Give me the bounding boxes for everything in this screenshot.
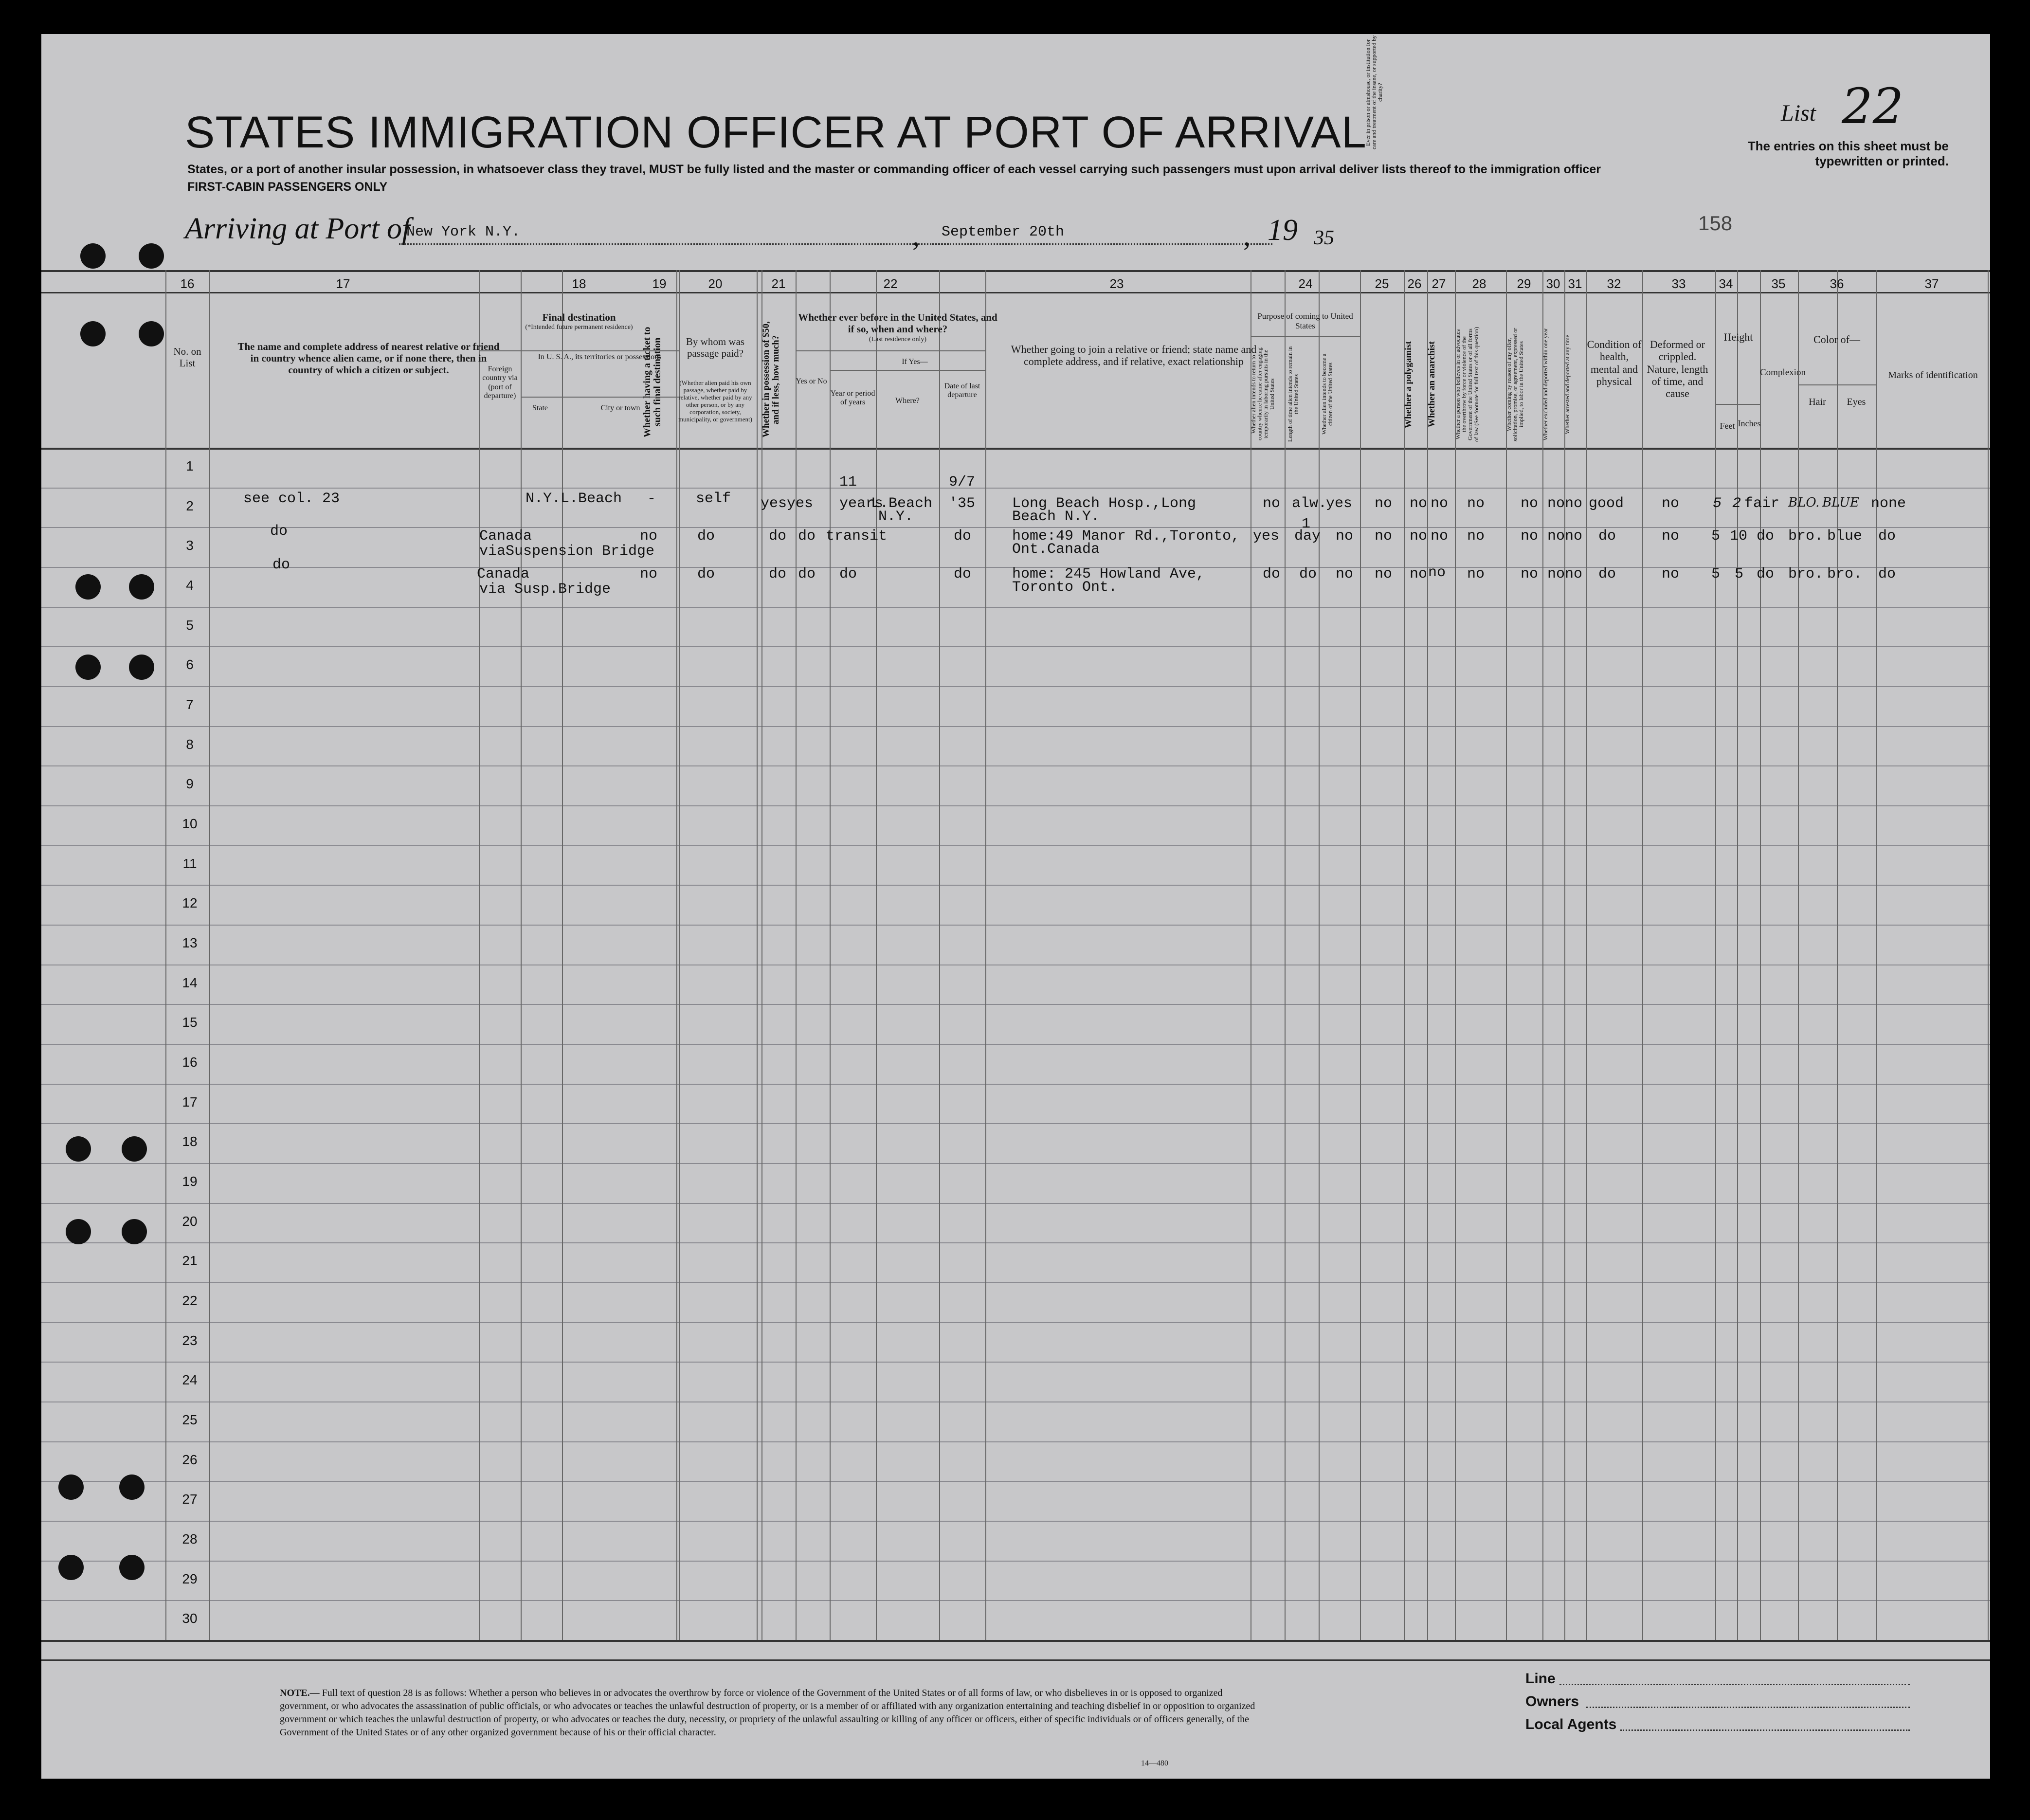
r3-24b: do bbox=[1299, 566, 1317, 582]
row-number: 24 bbox=[182, 1372, 198, 1388]
column-number: 28 bbox=[1472, 276, 1486, 291]
col-header-in-usa: In U. S. A., its territories or possessions bbox=[538, 353, 662, 361]
row-line bbox=[41, 686, 1990, 687]
row-line bbox=[41, 607, 1990, 608]
r1-inches: 2 bbox=[1732, 495, 1741, 512]
r1-marks: none bbox=[1871, 495, 1906, 512]
column-number: 22 bbox=[883, 276, 898, 291]
col-header-height: Height bbox=[1723, 331, 1753, 343]
r3-dest-l2: via Susp.Bridge bbox=[479, 581, 611, 598]
row-number: 3 bbox=[186, 538, 194, 553]
r3-period: do bbox=[839, 566, 857, 582]
col-header-no-on-list: No. on List bbox=[173, 346, 201, 369]
page-stamp: 158 bbox=[1698, 212, 1733, 235]
row-line bbox=[41, 488, 1990, 489]
row-line bbox=[41, 1203, 1990, 1204]
col-header-by-whom-paid: By whom was passage paid? bbox=[686, 336, 745, 360]
column-number: 32 bbox=[1607, 276, 1621, 291]
r1-joining-l2: Beach N.Y. bbox=[1012, 509, 1100, 525]
col-header-last-residence: (Last residence only) bbox=[869, 336, 927, 343]
column-number: 33 bbox=[1671, 276, 1686, 291]
subheader-line bbox=[1251, 336, 1360, 337]
column-line bbox=[1455, 270, 1456, 1640]
r3-24a: do bbox=[1263, 566, 1281, 582]
row-number: 11 bbox=[182, 855, 197, 871]
row-line bbox=[41, 765, 1990, 766]
r2-24a: yes bbox=[1253, 528, 1280, 545]
col-header-27: Whether an anarchist bbox=[1427, 341, 1437, 428]
r2-money: do bbox=[769, 528, 787, 545]
row-line bbox=[41, 1600, 1990, 1601]
row-line bbox=[41, 1441, 1990, 1442]
row-line bbox=[41, 1282, 1990, 1283]
row-line bbox=[41, 925, 1990, 926]
r1-26: no bbox=[1410, 495, 1428, 512]
r2-marks: do bbox=[1878, 528, 1896, 545]
r3-marks: do bbox=[1878, 566, 1896, 582]
r3-30-31: nono bbox=[1547, 566, 1583, 582]
punch-hole bbox=[80, 321, 106, 346]
r3-health: do bbox=[1598, 566, 1616, 582]
column-number: 36 bbox=[1830, 276, 1844, 291]
r3-29: no bbox=[1521, 566, 1539, 582]
r2-paid: do bbox=[697, 528, 715, 545]
col-header-possession-50: Whether in possession of $50, and if less, how much? bbox=[761, 321, 781, 438]
column-number: 24 bbox=[1298, 276, 1313, 291]
col-header-if-yes: If Yes— bbox=[902, 358, 928, 366]
col-header-eyes: Eyes bbox=[1847, 397, 1866, 407]
row-line bbox=[41, 845, 1990, 846]
r1-paid: self bbox=[696, 491, 731, 507]
col-header-24a: Whether alien intends to return to country whence he came after engaging temporarily in laboring pursuits in the United States bbox=[1250, 347, 1275, 441]
row-number: 2 bbox=[186, 498, 194, 513]
r2-health: do bbox=[1598, 528, 1616, 545]
page-title: STATES IMMIGRATION OFFICER AT PORT OF ARRIVAL bbox=[185, 108, 1367, 157]
year-value: 35 bbox=[1314, 227, 1334, 249]
row-number: 21 bbox=[182, 1253, 198, 1269]
col-header-hair: Hair bbox=[1809, 397, 1826, 407]
punch-hole bbox=[75, 574, 101, 600]
r1-feet: 5 bbox=[1713, 495, 1722, 512]
column-line bbox=[165, 270, 166, 1640]
r1-24b: alw. bbox=[1292, 495, 1327, 512]
r1-health: good bbox=[1589, 495, 1624, 512]
col-header-final-destination: Final destination bbox=[542, 311, 616, 323]
r2-24c: no bbox=[1336, 528, 1354, 545]
column-line bbox=[1506, 270, 1507, 1640]
col-header-deformed: Deformed or crippled. Nature, length of time, and cause bbox=[1647, 338, 1708, 400]
column-number: 19 bbox=[652, 276, 667, 291]
col-header-purpose: Purpose of coming to United States bbox=[1257, 311, 1353, 330]
column-line bbox=[1760, 270, 1761, 1640]
row-line bbox=[41, 1521, 1990, 1522]
col-header-24b: Length of time alien intends to remain in the United States bbox=[1287, 346, 1300, 442]
punch-hole bbox=[129, 574, 154, 600]
column-line bbox=[479, 270, 480, 1640]
port-value: New York N.Y. bbox=[406, 224, 521, 240]
row-line bbox=[41, 646, 1990, 647]
punch-hole bbox=[80, 243, 106, 269]
r2-30-31: nono bbox=[1547, 528, 1583, 545]
r1-relative: see col. 23 bbox=[243, 491, 340, 507]
row-line bbox=[41, 1401, 1990, 1402]
col-header-yes-or-no: Yes or No bbox=[796, 377, 827, 385]
r2-date: do bbox=[954, 528, 972, 545]
subtitle-line-2: FIRST-CABIN PASSENGERS ONLY bbox=[187, 180, 388, 194]
col-header-by-whom-paid-sub: (Whether alien paid his own passage, whether paid by relative, whether paid by any other person, or by any corporation, society, municipality, or government) bbox=[678, 379, 752, 423]
row-number: 13 bbox=[182, 935, 198, 950]
r2-24b-l2: day bbox=[1294, 528, 1321, 545]
row-number: 25 bbox=[182, 1412, 198, 1427]
col-header-ticket: Whether having a ticket to such final destination bbox=[642, 327, 663, 437]
col-header-26: Whether a polygamist bbox=[1403, 341, 1414, 428]
subheader-line bbox=[521, 397, 679, 398]
r3-deformed: no bbox=[1662, 566, 1680, 582]
column-line bbox=[1542, 270, 1543, 1640]
manifest-sheet: STATES IMMIGRATION OFFICER AT PORT OF ARRIVAL States, or a port of another insular possession, in whatsoever class they travel, MUST be fully listed and the master or commanding officer of each vessel carrying such passengers must upon arrival deliver lists thereof to the immigration officer FIRST-CABIN PASSENGERS ONLY List 22 The entries on this sheet must be typewritten or printed. 158 Arriving at Port of New York N.Y. , September 20th , 19 35 16 17 18 19 20 21 22 23 24 25 26 27 28 29 30 31 32 33 34 35 36 37 No. on List The name and complete address of nearest relative or friend in country whence alien came, or if none there, then in country of which a citizen or subject. Final destination (*Intended future permanent residence) In U. S. A., its territories or possessions Foreign country via (port of departure) State City or town Whether having a ticket to such final destination By whom was passage paid? (Whether alien paid his own passage, whether paid by relative, whether paid by any other person, or by any corporation, society, municipality, or government) Whether in possession of $50, and if less, how much? Whether ever before in the United States, and if so, when and where? (Last residence only) Yes or No If Yes— Year or period of years Where? Date of last departure Whether going to join a relative or friend; state name and complete address, and if relative, exact relationship Purpose of coming to United States Whether alien intends to return to country whence he came after engaging temporarily in laboring pursuits in the United States Length of time alien intends to remain in the United States Whether alien intends to become a citizen of the United States Ever in prison or almshouse, or institution for care and treatment of the insane, or supported by charity? Whether a polygamist Whether an anarchist Whether a person who believes in or advocates the overthrow by force or violence of the Government of the United States or of all forms of law (See footnote for full text of this question) Whether coming by reason of any offer, solicitation, promise, or agreement, expressed or implied, to labor in the United States Whether excluded and deported within one year Whether arrested and deported at any time Condition of health, mental and physical Deformed or crippled. Nature, length of time, and cause Height Feet Inches Complexion Color of— Hair Eyes Marks of identification 1 2 3 4 5 6 7 8 9 10 11 12 13 14 15 16 17 18 19 20 21 22 23 24 25 26 27 28 29 30 see col. 23 do do N.Y.L.Beach Canada viaSuspension Bridge Canada via Susp.Bridge - no no self do do yesyes do do do do 11 years transit do L.Beach N.Y. 9/7 '35 do do Long Beach Hosp.,Long Beach N.Y. home:49 Manor Rd.,Toronto, Ont.Canada home: 245 Howland Ave, Toronto Ont. no alw. yes yes 1 day no do do no no no no no no nono no no no no no nono no no no no no nono good do do no no no 5 2 fair BLO. BLUE none 5 10 do bro. blue do 5 5 do bro. bro. do NOTE.— Full text of question 28 is as follows: Whether a person who believes in or advocates the overthrow by force or violence of the Government of the United States or of all forms of law, or who disbelieves in or is opposed to organized government, or who advocates the assassination of public officials, or who advocates or teaches the unlawful destruction of property, or is a member of or affiliated with any organization entertaining and teaching disbelief in or opposition to organized government or which teaches the unlawful destruction of property, or who advocates or teaches the duty, necessity, or propriety of the unlawful assaulting or killing of any officer or officers, either of specific individuals or of officers generally, of the Government of the United States or of any other organized government because of his or their official character. 14—480 Line Owners Local Agents bbox=[41, 34, 1990, 1779]
punch-hole bbox=[119, 1474, 145, 1500]
r3-money: do bbox=[769, 566, 787, 582]
r3-24c: no bbox=[1336, 566, 1354, 582]
r1-24a: no bbox=[1263, 495, 1281, 512]
r1-28: no bbox=[1467, 495, 1485, 512]
r1-dest: N.Y.L.Beach bbox=[526, 491, 622, 507]
date-dotted-line bbox=[932, 243, 1272, 245]
row-number: 29 bbox=[182, 1571, 198, 1586]
column-number: 23 bbox=[1109, 276, 1124, 291]
punch-hole bbox=[75, 655, 101, 680]
r2-28: no bbox=[1467, 528, 1485, 545]
column-number: 34 bbox=[1719, 276, 1733, 291]
column-line bbox=[1285, 270, 1286, 1640]
column-line bbox=[1798, 270, 1799, 1640]
footnote bbox=[280, 1687, 1268, 1739]
r1-period-l2: years bbox=[839, 495, 884, 512]
r2-24b-l1: 1 bbox=[1302, 516, 1311, 532]
col-header-ever-before-in-us: Whether ever before in the United States, and if so, when and where? bbox=[798, 311, 997, 335]
r3-hair: bro. bbox=[1788, 566, 1824, 582]
r3-28: no bbox=[1467, 566, 1485, 582]
row-number: 10 bbox=[182, 816, 198, 831]
row-number: 12 bbox=[182, 895, 198, 911]
row-line bbox=[41, 1561, 1990, 1562]
column-line bbox=[1404, 270, 1405, 1640]
row-line bbox=[41, 1362, 1990, 1363]
row-number: 26 bbox=[182, 1452, 198, 1467]
col-header-marks: Marks of identification bbox=[1888, 370, 1978, 381]
r1-24c: yes bbox=[1326, 495, 1353, 512]
r3-complexion: do bbox=[1757, 566, 1775, 582]
r2-hair: bro. bbox=[1788, 528, 1824, 545]
column-number: 25 bbox=[1375, 276, 1389, 291]
r2-joining-l1: home:49 Manor Rd.,Toronto, bbox=[1012, 528, 1240, 545]
column-line bbox=[1737, 270, 1738, 1640]
r2-inches: 10 bbox=[1730, 528, 1748, 545]
r1-money-and-before: yesyes bbox=[761, 495, 814, 512]
column-line bbox=[676, 270, 677, 1640]
row-number: 16 bbox=[182, 1055, 198, 1070]
agents-label: Local Agents bbox=[1525, 1716, 1617, 1732]
r2-relative: do bbox=[270, 523, 288, 540]
column-line bbox=[761, 270, 762, 1640]
row-number: 30 bbox=[182, 1611, 198, 1626]
col-header-feet: Feet bbox=[1720, 421, 1735, 431]
column-number: 37 bbox=[1924, 276, 1939, 291]
r1-joining-l1: Long Beach Hosp.,Long bbox=[1012, 495, 1196, 512]
subheader-line bbox=[796, 350, 985, 351]
column-line bbox=[1427, 270, 1428, 1640]
col-header-city: City or town bbox=[600, 404, 640, 412]
row-number: 15 bbox=[182, 1015, 198, 1030]
col-header-30: Whether excluded and deported within one year bbox=[1542, 328, 1549, 441]
column-number: 16 bbox=[180, 276, 195, 291]
punch-hole bbox=[119, 1555, 145, 1580]
row-number: 28 bbox=[182, 1531, 198, 1547]
column-line bbox=[1837, 270, 1838, 1640]
agents-dotted-line bbox=[1620, 1729, 1910, 1731]
row-number: 7 bbox=[186, 697, 194, 712]
list-label: List bbox=[1781, 100, 1816, 126]
column-number: 35 bbox=[1771, 276, 1786, 291]
r1-ticket: - bbox=[647, 491, 656, 507]
col-header-complexion: Complexion bbox=[1760, 367, 1806, 378]
row-number: 6 bbox=[186, 657, 194, 673]
typewritten-note: The entries on this sheet must be typewritten or printed. bbox=[1747, 139, 1949, 169]
r2-joining-l2: Ont.Canada bbox=[1012, 541, 1100, 558]
row-number: 27 bbox=[182, 1492, 198, 1507]
row-line bbox=[41, 1322, 1990, 1323]
row-line bbox=[41, 885, 1990, 886]
column-line bbox=[1715, 270, 1716, 1640]
row-number: 18 bbox=[182, 1134, 198, 1149]
owners-label: Owners bbox=[1525, 1693, 1579, 1710]
column-number: 29 bbox=[1517, 276, 1531, 291]
r1-deformed: no bbox=[1662, 495, 1680, 512]
punch-hole bbox=[122, 1219, 147, 1244]
column-number: 31 bbox=[1568, 276, 1582, 291]
col-header-state: State bbox=[532, 404, 548, 412]
row-number: 17 bbox=[182, 1094, 198, 1110]
col-header-nearest-relative: The name and complete address of nearest relative or friend in country whence alien came, or if none there, then in country of which a citizen or subject. bbox=[237, 341, 500, 376]
subheader-line bbox=[830, 370, 985, 371]
row-number: 23 bbox=[182, 1332, 198, 1348]
line-dotted-line bbox=[1559, 1684, 1910, 1685]
subtitle-line-1: States, or a port of another insular possession, in whatsoever class they travel, MUST be fully listed and the master or commanding officer of each vessel carrying such passengers must upon arrival deliver lists thereof to the immigration officer bbox=[187, 163, 1601, 176]
r2-27: no bbox=[1431, 528, 1449, 545]
punch-hole bbox=[58, 1555, 84, 1580]
column-line bbox=[1876, 270, 1877, 1640]
form-number: 14—480 bbox=[1141, 1759, 1168, 1767]
row-number: 5 bbox=[186, 617, 194, 633]
column-number: 27 bbox=[1432, 276, 1446, 291]
row-line bbox=[41, 1163, 1990, 1164]
port-dotted-line bbox=[399, 243, 949, 245]
column-number: 21 bbox=[771, 276, 786, 291]
column-line bbox=[830, 270, 831, 1640]
row-number: 1 bbox=[186, 458, 194, 473]
r2-26: no bbox=[1410, 528, 1428, 545]
row-number: 22 bbox=[182, 1293, 198, 1308]
column-number: 17 bbox=[336, 276, 350, 291]
column-line bbox=[1642, 270, 1643, 1640]
punch-hole bbox=[66, 1219, 91, 1244]
row-number: 20 bbox=[182, 1213, 198, 1229]
r1-hair: BLO. bbox=[1788, 495, 1820, 510]
row-number: 8 bbox=[186, 736, 194, 752]
column-line bbox=[757, 270, 758, 1640]
row-number: 9 bbox=[186, 776, 194, 792]
column-line bbox=[209, 270, 210, 1640]
column-line bbox=[985, 270, 986, 1640]
col-header-joining-relative: Whether going to join a relative or friend; state name and complete address, and if relative, exact relationship bbox=[1011, 343, 1257, 368]
r2-feet: 5 bbox=[1711, 528, 1721, 545]
col-header-color-of: Color of— bbox=[1813, 333, 1860, 346]
column-number: 18 bbox=[572, 276, 586, 291]
column-number: 26 bbox=[1407, 276, 1422, 291]
date-value: September 20th bbox=[942, 224, 1065, 240]
punch-hole bbox=[139, 321, 164, 346]
row-number: 19 bbox=[182, 1174, 198, 1189]
r3-feet: 5 bbox=[1711, 566, 1721, 582]
col-header-year-period: Year or period of years bbox=[830, 389, 875, 407]
r3-ticket: no bbox=[640, 566, 658, 582]
r1-30-31: nono bbox=[1547, 495, 1583, 512]
r2-period: transit bbox=[826, 528, 888, 545]
r2-25: no bbox=[1375, 528, 1393, 545]
r3-26: no bbox=[1410, 566, 1428, 582]
r3-inches: 5 bbox=[1735, 566, 1744, 582]
r2-dest-l1: Canada bbox=[479, 528, 532, 545]
column-number: 30 bbox=[1546, 276, 1560, 291]
column-line bbox=[796, 270, 797, 1640]
r1-25: no bbox=[1375, 495, 1393, 512]
col-header-25: Ever in prison or almshouse, or institution for care and treatment of the insane, or supported by charity? bbox=[1364, 35, 1384, 150]
r2-before: do bbox=[798, 528, 816, 545]
year-prefix: 19 bbox=[1268, 214, 1298, 247]
r3-relative: do bbox=[272, 557, 290, 573]
r3-joining-l1: home: 245 Howland Ave, bbox=[1012, 566, 1205, 582]
r1-date-l2: '35 bbox=[949, 495, 976, 512]
column-line bbox=[562, 270, 563, 1640]
row-line bbox=[41, 1123, 1990, 1124]
col-header-inches: Inches bbox=[1738, 419, 1761, 428]
r1-date-l1: 9/7 bbox=[949, 474, 976, 491]
r1-27: no bbox=[1431, 495, 1449, 512]
row-line bbox=[41, 726, 1990, 727]
row-line bbox=[41, 1004, 1990, 1005]
r1-where-l2: N.Y. bbox=[878, 509, 914, 525]
r2-eyes: blue bbox=[1827, 528, 1863, 545]
row-line bbox=[41, 805, 1990, 806]
column-line bbox=[521, 270, 522, 1640]
row-line bbox=[41, 1242, 1990, 1243]
r2-dest-l2: viaSuspension Bridge bbox=[479, 543, 655, 560]
r2-deformed: no bbox=[1662, 528, 1680, 545]
row-number: 4 bbox=[186, 578, 194, 593]
line-label: Line bbox=[1525, 1671, 1556, 1687]
footnote-label: NOTE.— bbox=[280, 1688, 320, 1698]
punch-hole bbox=[66, 1136, 91, 1162]
list-number: 22 bbox=[1842, 78, 1904, 135]
column-line bbox=[939, 270, 940, 1640]
r3-dest-l1: Canada bbox=[477, 566, 530, 582]
col-header-health: Condition of health, mental and physical bbox=[1587, 338, 1642, 387]
col-header-29: Whether coming by reason of any offer, solicitation, promise, or agreement, expressed or implied, to labor in the United States bbox=[1505, 328, 1525, 441]
r1-29: no bbox=[1521, 495, 1539, 512]
subheader-line bbox=[1798, 384, 1876, 385]
column-line bbox=[1319, 270, 1320, 1640]
col-header-28: Whether a person who believes in or advocates the overthrow by force or violence of the Government of the United States or of all forms of law (See footnote for full text of this question) bbox=[1454, 327, 1480, 442]
r3-joining-l2: Toronto Ont. bbox=[1012, 579, 1118, 596]
col-header-foreign-country: Foreign country via (port of departure) bbox=[482, 365, 518, 400]
punch-hole bbox=[139, 243, 164, 269]
owners-dotted-line bbox=[1586, 1707, 1910, 1708]
col-header-24c: Whether alien intends to become a citizen of the United States bbox=[1321, 353, 1334, 435]
footnote-text: Full text of question 28 is as follows: Whether a person who believes in or advocates the overthrow by force or violence of the Government of the United States or of all forms of law, or who disbelieves in or is opposed to organized government, or who advocates the assassination of public officials, or who advocates or teaches the unlawful destruction of property, or is a member of or affiliated with any organization entertaining and teaching disbelief in or opposition to organized government or which teaches the unlawful destruction of property, or who advocates or teaches the duty, necessity, or propriety of the unlawful assaulting or killing of any officer or officers, either of specific individuals or of officers generally, of the Government of the United States or of any other organized government because of his or their official character. bbox=[280, 1688, 1255, 1738]
col-header-31: Whether arrested and deported at any time bbox=[1564, 335, 1571, 434]
row-line bbox=[41, 1084, 1990, 1085]
column-line bbox=[1360, 270, 1361, 1640]
column-line bbox=[1564, 270, 1565, 1640]
r3-paid: do bbox=[697, 566, 715, 582]
col-header-where: Where? bbox=[895, 397, 920, 405]
r3-before: do bbox=[798, 566, 816, 582]
r1-period-l1: 11 bbox=[839, 474, 857, 491]
r1-eyes: BLUE bbox=[1822, 495, 1859, 510]
row-line bbox=[41, 1044, 1990, 1045]
subheader-line bbox=[1715, 404, 1760, 405]
column-line bbox=[1988, 270, 1989, 1640]
r3-date: do bbox=[954, 566, 972, 582]
punch-hole bbox=[58, 1474, 84, 1500]
column-line bbox=[876, 270, 877, 1640]
column-line bbox=[1586, 270, 1587, 1640]
arriving-label: Arriving at Port of bbox=[185, 212, 411, 245]
col-header-final-destination-sub: (*Intended future permanent residence) bbox=[525, 324, 633, 331]
row-number: 14 bbox=[182, 975, 198, 990]
r2-ticket: no bbox=[640, 528, 658, 545]
column-line bbox=[679, 270, 680, 1640]
r3-25: no bbox=[1375, 566, 1393, 582]
r3-eyes: bro. bbox=[1827, 566, 1863, 582]
punch-hole bbox=[129, 655, 154, 680]
r2-complexion: do bbox=[1757, 528, 1775, 545]
r1-where-l1: L.Beach bbox=[871, 495, 933, 512]
col-header-date-last-departure: Date of last departure bbox=[944, 382, 980, 400]
r3-27: no bbox=[1428, 564, 1446, 581]
column-number: 20 bbox=[708, 276, 723, 291]
subheader-line bbox=[479, 350, 679, 351]
punch-hole bbox=[122, 1136, 147, 1162]
row-line bbox=[41, 1481, 1990, 1482]
r2-29: no bbox=[1521, 528, 1539, 545]
r1-complexion: fair bbox=[1744, 495, 1780, 512]
